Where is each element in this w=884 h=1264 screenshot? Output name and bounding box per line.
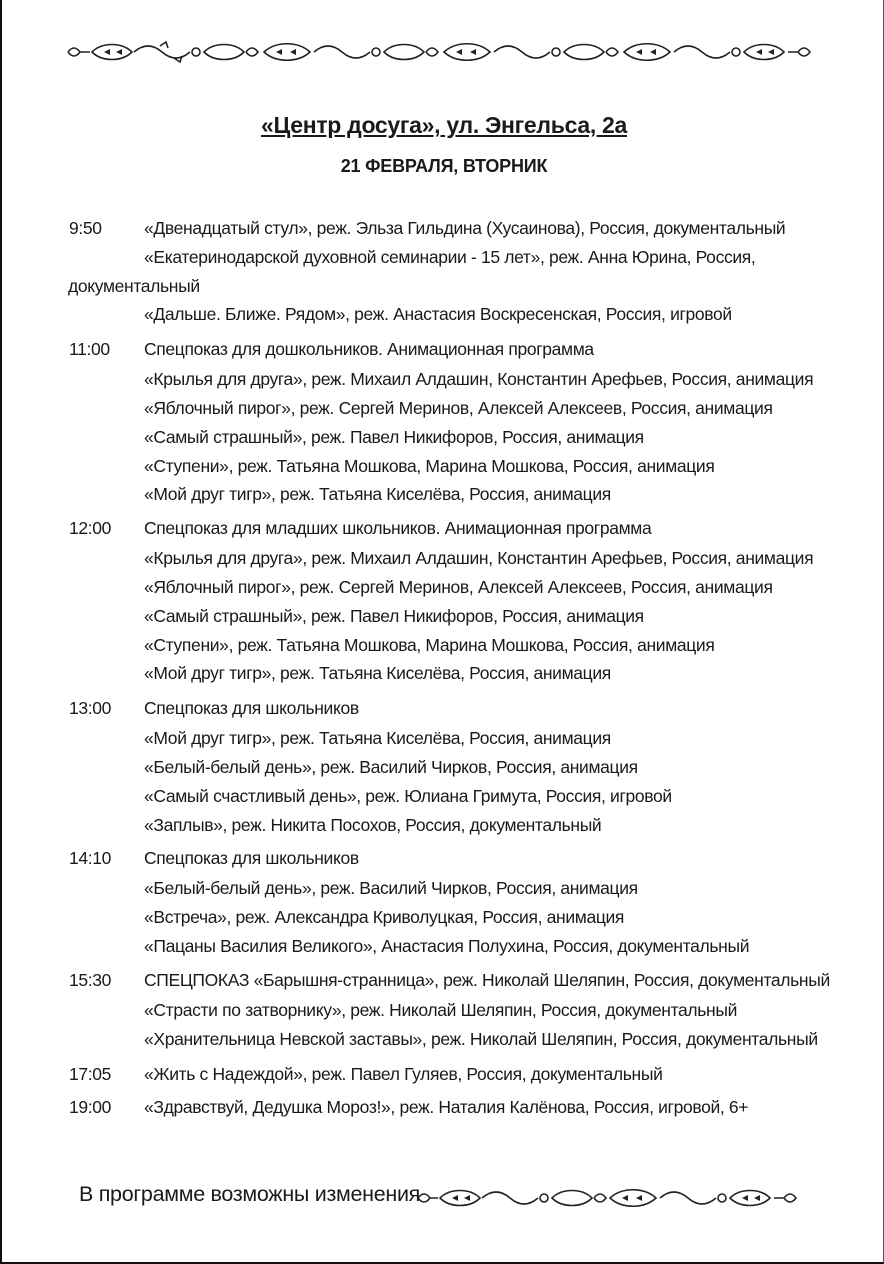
schedule-film-line: «Мой друг тигр», реж. Татьяна Киселёва, Россия, анимация (144, 484, 611, 504)
schedule-film-line: «Двенадцатый стул», реж. Эльза Гильдина (Хусаинова), Россия, документальный (144, 218, 786, 238)
schedule-film-line: «Встреча», реж. Александра Криволуцкая, Россия, анимация (144, 907, 625, 927)
schedule-film-line: «Мой друг тигр», реж. Татьяна Киселёва, Россия, анимация (144, 663, 611, 683)
schedule-film-line: «Екатеринодарской духовной семинарии - 15 лет», реж. Анна Юрина, Россия, (144, 247, 756, 267)
schedule-time: 15:30 (69, 970, 112, 990)
schedule-film-line: «Крылья для друга», реж. Михаил Алдашин, Константин Арефьев, Россия, анимация (144, 548, 814, 568)
schedule-time: 14:10 (69, 848, 112, 868)
schedule-film-line: Спецпоказ для дошкольников. Анимационная программа (144, 339, 594, 359)
schedule-film-line: «Ступени», реж. Татьяна Мошкова, Марина Мошкова, Россия, анимация (144, 635, 715, 655)
schedule-film-line: СПЕЦПОКАЗ «Барышня-странница», реж. Николай Шеляпин, Россия, документальный (144, 970, 830, 990)
schedule-film-line: «Яблочный пирог», реж. Сергей Меринов, Алексей Алексеев, Россия, анимация (144, 577, 773, 597)
schedule-film-line: «Заплыв», реж. Никита Посохов, Россия, документальный (144, 815, 602, 835)
schedule-film-line: Спецпоказ для младших школьников. Анимационная программа (144, 518, 652, 538)
schedule-time: 17:05 (69, 1064, 112, 1084)
schedule-film-line: «Дальше. Ближе. Рядом», реж. Анастасия Воскресенская, Россия, игровой (144, 304, 732, 324)
schedule-film-line: Спецпоказ для школьников (144, 698, 359, 718)
schedule-film-line: документальный (68, 276, 200, 296)
schedule-film-line: «Здравствуй, Дедушка Мороз!», реж. Наталия Калёнова, Россия, игровой, 6+ (144, 1097, 749, 1117)
schedule-film-line: «Самый страшный», реж. Павел Никифоров, Россия, анимация (144, 427, 644, 447)
schedule-time: 12:00 (69, 518, 112, 538)
schedule-film-line: Спецпоказ для школьников (144, 848, 359, 868)
schedule-film-line: «Хранительница Невской заставы», реж. Николай Шеляпин, Россия, документальный (144, 1029, 818, 1049)
schedule-time: 9:50 (69, 218, 102, 238)
schedule-film-line: «Ступени», реж. Татьяна Мошкова, Марина Мошкова, Россия, анимация (144, 456, 715, 476)
schedule-time: 19:00 (69, 1097, 112, 1117)
schedule-film-line: «Жить с Надеждой», реж. Павел Гуляев, Россия, документальный (144, 1064, 663, 1084)
schedule-film-line: «Пацаны Василия Великого», Анастасия Полухина, Россия, документальный (144, 936, 750, 956)
schedule-film-line: «Страсти по затворнику», реж. Николай Шеляпин, Россия, документальный (144, 1000, 738, 1020)
schedule-film-line: «Белый-белый день», реж. Василий Чирков, Россия, анимация (144, 757, 638, 777)
schedule-film-line: «Крылья для друга», реж. Михаил Алдашин, Константин Арефьев, Россия, анимация (144, 369, 814, 389)
event-date: 21 ФЕВРАЛЯ, ВТОРНИК (340, 156, 548, 176)
schedule-film-line: «Самый счастливый день», реж. Юлиана Гримута, Россия, игровой (144, 786, 672, 806)
schedule-list (2, 0, 884, 1160)
schedule-time: 11:00 (69, 339, 110, 359)
venue-title: «Центр досуга», ул. Энгельса, 2а (260, 112, 627, 138)
schedule-film-line: «Мой друг тигр», реж. Татьяна Киселёва, Россия, анимация (144, 728, 611, 748)
schedule-film-line: «Белый-белый день», реж. Василий Чирков, Россия, анимация (144, 878, 638, 898)
footer-note: В программе возможны изменения (79, 1182, 421, 1206)
schedule-time: 13:00 (69, 698, 112, 718)
ornament-bottom-icon (414, 1184, 822, 1212)
schedule-film-line: «Самый страшный», реж. Павел Никифоров, Россия, анимация (144, 606, 644, 626)
schedule-film-line: «Яблочный пирог», реж. Сергей Меринов, Алексей Алексеев, Россия, анимация (144, 398, 773, 418)
